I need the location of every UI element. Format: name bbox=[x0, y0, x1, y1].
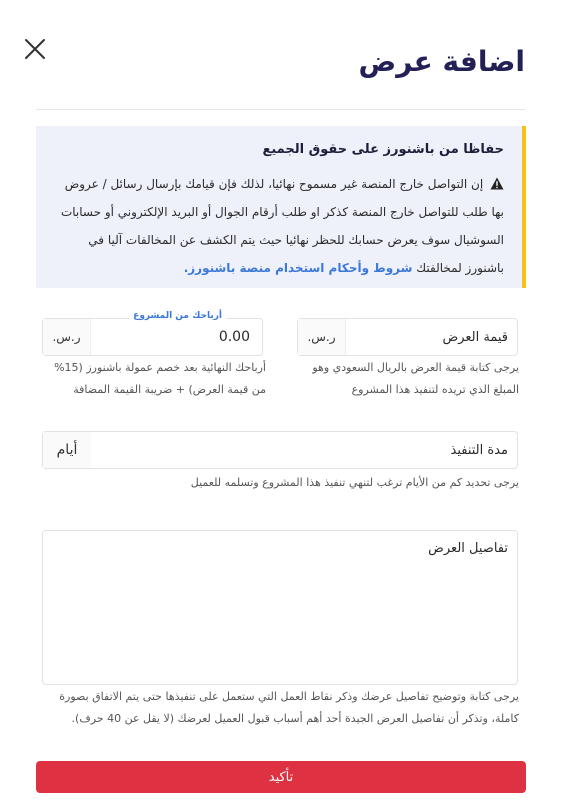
profit-label: أرباحك من المشروع bbox=[129, 309, 226, 323]
duration-hint: يرجى تحديد كم من الأيام ترغب لتنهي تنفيذ هذا المشروع وتسلمه للعميل bbox=[190, 476, 519, 489]
duration-input[interactable] bbox=[42, 431, 518, 469]
profit-hint: أرباحك النهائية بعد خصم عمولة باشنورز (15% من قيمة العرض) + ضريبة القيمة المضافة bbox=[54, 361, 266, 396]
header-divider bbox=[36, 109, 525, 110]
close-icon bbox=[22, 36, 48, 62]
profit-value: 0.00 bbox=[218, 329, 250, 345]
notice-title: حفاظا من باشنورز على حقوق الجميع bbox=[262, 142, 504, 157]
offer-value-hint: يرجى كتابة قيمة العرض بالريال السعودي وهو المبلغ الذي تريده لتنفيذ هذا المشروع bbox=[312, 361, 519, 396]
offer-details-placeholder: تفاصيل العرض bbox=[428, 541, 508, 556]
close-button[interactable] bbox=[22, 36, 48, 62]
warning-icon bbox=[490, 177, 504, 190]
offer-currency-addon: ر.س. bbox=[298, 319, 346, 355]
offer-details-hint: يرجى كتابة وتوضيح تفاصيل عرضك وذكر نقاط العمل التي ستعمل على تنفيذها حتى يتم الاتفاق بصورة كاملة، وتذكر أن تفاصيل العرض الجيدة أحد أهم أسباب قبول العميل لعرضك (لا يقل عن 40 حرف). bbox=[59, 690, 519, 725]
confirm-button[interactable]: تأكيد bbox=[36, 761, 526, 793]
duration-unit-addon: أيام bbox=[43, 432, 91, 468]
offer-details-textarea[interactable] bbox=[42, 530, 518, 685]
profit-currency-addon: ر.س. bbox=[43, 319, 91, 355]
notice-text: إن التواصل خارج المنصة غير مسموح نهائيا، لذلك فإن قيامك بإرسال رسائل / عروض بها طلب للتواصل خارج المنصة كذكر او طلب أرقام الجوال أو البريد الإلكتروني أو حسابات السوشيال سوف يعرض حسابك للحظر نهائيا حيث يتم الكشف عن المخالفات آليا في باشنورز لمخالفتك bbox=[60, 177, 504, 275]
notice-body bbox=[52, 170, 504, 282]
duration-placeholder: مدة التنفيذ bbox=[450, 442, 508, 458]
offer-value-input[interactable] bbox=[297, 318, 518, 356]
profit-field bbox=[42, 311, 263, 356]
terms-link[interactable]: شروط وأحكام استخدام منصة باشنورز. bbox=[183, 261, 413, 275]
page-title: اضافة عرض bbox=[358, 45, 525, 78]
offer-value-placeholder: قيمة العرض bbox=[442, 329, 508, 345]
warning-notice bbox=[36, 126, 526, 288]
